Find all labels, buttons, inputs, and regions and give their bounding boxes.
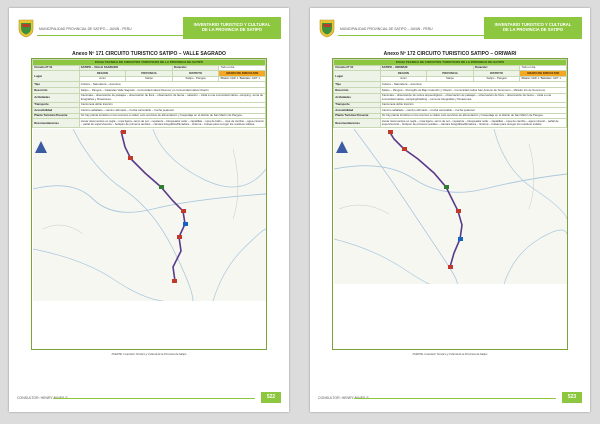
actividades-label: Actividades — [334, 93, 381, 102]
route-marker-icon — [183, 222, 188, 226]
municipal-shield-icon — [17, 18, 35, 38]
tecnico-key: Técnico: — [540, 76, 552, 81]
accesibilidad-value: Camino asfaltado – camino afirmado – trocha carrozable – trocha peatonal — [79, 108, 265, 114]
route-map — [33, 129, 266, 301]
recomendaciones-label: Recomendaciones — [334, 119, 381, 128]
fisico-key: Físico: — [521, 76, 531, 81]
planta-label: Planta Turística Presente — [334, 113, 381, 119]
route-marker-icon — [444, 185, 449, 189]
fisico-value: GDF 1 — [531, 76, 540, 81]
duracion-label: Duración: — [473, 65, 520, 71]
route-marker-icon — [159, 185, 164, 189]
map-caption: FUENTE: Inventario Turístico y Cultural de la Provincia de Satipo — [412, 353, 488, 356]
page-header — [17, 17, 281, 41]
planta-value: No hay planta turística en los recursos a visitar, solo servicios de alimentación y hospedaje en el distrito de San Martín de Pangoa. — [79, 113, 265, 119]
provincia-value: Satipo — [427, 76, 474, 82]
actividades-label: Actividades — [33, 93, 80, 102]
municipal-shield-icon — [318, 18, 336, 38]
municipality-name: MUNICIPALIDAD PROVINCIAL DE SATIPO – JUNIN - PERU — [39, 27, 132, 31]
footer-divider — [354, 398, 556, 399]
transporte-label: Transporte — [334, 102, 381, 108]
distrito-value: Satipo - Pangoa — [172, 76, 219, 82]
grado-header: GRADO DE DIFICULTAD — [520, 71, 567, 77]
route-marker-icon — [177, 235, 182, 239]
tipo-label: Tipo — [33, 82, 80, 88]
route-marker-icon — [458, 237, 463, 241]
transporte-value: Camioneta doble tracción — [380, 102, 566, 108]
annex-title: Anexo Nº 171 CIRCUITO TURISTICO SATIPO – VALLE SAGRADO — [72, 51, 226, 57]
route-marker-icon — [128, 156, 133, 160]
route-marker-icon — [121, 130, 126, 134]
lugar-label: Lugar — [334, 71, 381, 82]
document-page-522 — [9, 8, 289, 412]
route-map — [334, 129, 567, 284]
header-divider — [37, 35, 183, 36]
route-marker-icon — [402, 147, 407, 151]
planta-label: Planta Turística Presente — [33, 113, 80, 119]
footer-divider — [53, 398, 255, 399]
header-divider — [338, 35, 484, 36]
circuito-value: SATIPO – VALLE SAGRADO — [79, 65, 172, 71]
circuito-label: Circuito Nº 01 — [33, 65, 80, 71]
municipality-name: MUNICIPALIDAD PROVINCIAL DE SATIPO – JUNIN - PERU — [340, 27, 433, 31]
recorrido-value: Satipo – Pangoa – Cataratas Valle Sagrado - Comunidad nativa Paveme y/o Comunidad nativa Charini. — [79, 87, 265, 93]
recomendaciones-value: Llevar documentos en regla – ropa ligera –terno de sol – repelente – bloqueador solar – zapatillas – ropa de cambio – agua mineral – pañal de supervivencia – botiquín de primeros auxilios – cámara fotográfica/filmadora – linterna – bolsas para recoger los residuos sólidos. — [380, 119, 566, 128]
recorrido-label: Recorrido — [33, 87, 80, 93]
ficha-header: FICHA TECNICA DE CIRCUITOS TURISTICOS DE LA PROVINCIA DE SATIPO — [33, 60, 266, 66]
document-page-523 — [310, 8, 590, 412]
grado-header: GRADO DE DIFICULTAD — [219, 71, 266, 77]
header-title-box: INVENTARIO TURISTICO Y CULTURAL DE LA PROVINCIA DE SATIPO — [183, 17, 281, 39]
transporte-value: Camioneta doble tracción — [79, 102, 265, 108]
region-value: Junín — [79, 76, 126, 82]
fisico-key: Físico: — [220, 76, 230, 81]
tipo-value: Cultura – Naturaleza – Aventura — [79, 82, 265, 88]
page-footer — [17, 392, 281, 404]
header-title-box: INVENTARIO TURISTICO Y CULTURAL DE LA PROVINCIA DE SATIPO — [484, 17, 582, 39]
region-value: Junín — [380, 76, 427, 82]
provincia-header: PROVINCIA — [126, 71, 173, 77]
page-number: 523 — [562, 392, 582, 403]
transporte-label: Transporte — [33, 102, 80, 108]
page-header — [318, 17, 582, 41]
circuito-value: SATIPO – ORIWARI — [380, 65, 473, 71]
map-caption: FUENTE: Inventario Turístico y Cultural de la Provincia de Satipo — [111, 353, 187, 356]
route-marker-icon — [181, 209, 186, 213]
consultant-name: CONSULTOR: HENRY NINES S. — [17, 396, 69, 400]
distrito-header: DISTRITO — [473, 71, 520, 77]
tipo-label: Tipo — [334, 82, 381, 88]
duracion-value: Todo el día — [219, 65, 266, 71]
page-footer — [318, 392, 582, 404]
consultant-name: CONSULTOR: HENRY NINES S. — [318, 396, 370, 400]
actividades-value: Caminata – observación de restos arqueológicos – observación de paisajes – observación de flora – observación de fauna – visita a una comunidad nativa –camping/trekking – toma de fotografías y filmaciones. — [380, 93, 566, 102]
tecnico-key: Técnico: — [239, 76, 251, 81]
circuit-table — [333, 59, 567, 128]
recorrido-label: Recorrido — [334, 87, 381, 93]
route-marker-icon — [388, 130, 393, 134]
recorrido-value: Satipo – Pangoa – Petroglifo de Bajo Celendín y Oriwari – Comunidad nativa San Antonio de Sonomoro – Mirador Iris de Sonomoro. — [380, 87, 566, 93]
annex-title: Anexo Nº 172 CIRCUITO TURISTICO SATIPO – ORIWARI — [383, 51, 517, 57]
accesibilidad-label: Accesibilidad — [33, 108, 80, 114]
region-header: REGION — [380, 71, 427, 77]
fisico-value: GDF 1 — [230, 76, 239, 81]
route-marker-icon — [172, 279, 177, 283]
accesibilidad-value: Camino asfaltado – camino afirmado – trocha carrozable – trocha peatonal — [380, 108, 566, 114]
tipo-value: Cultura – Naturaleza – Aventura — [380, 82, 566, 88]
tecnico-value: GDT 1 — [552, 76, 561, 81]
tecnico-value: GDT 1 — [251, 76, 260, 81]
actividades-value: Caminata – observación de paisajes – observación de flora – observación de fauna – natación – visita a una comunidad nativa –camping –toma de fotografías y filmaciones. — [79, 93, 265, 102]
accesibilidad-label: Accesibilidad — [334, 108, 381, 114]
route-marker-icon — [448, 265, 453, 269]
circuit-sheet — [332, 58, 568, 350]
circuit-table — [32, 59, 266, 128]
distrito-header: DISTRITO — [172, 71, 219, 77]
provincia-header: PROVINCIA — [427, 71, 474, 77]
recomendaciones-label: Recomendaciones — [33, 119, 80, 128]
provincia-value: Satipo — [126, 76, 173, 82]
planta-value: No hay planta turística en los recursos a visitar, solo servicios de alimentación y hospedaje en el distrito de San Martín de Pangoa. — [380, 113, 566, 119]
route-marker-icon — [456, 209, 461, 213]
lugar-label: Lugar — [33, 71, 80, 82]
circuito-label: Circuito Nº 01 — [334, 65, 381, 71]
ficha-header: FICHA TECNICA DE CIRCUITOS TURISTICOS DE LA PROVINCIA DE SATIPO — [334, 60, 567, 66]
region-header: REGION — [79, 71, 126, 77]
circuit-sheet — [31, 58, 267, 350]
page-number: 522 — [261, 392, 281, 403]
distrito-value: Satipo - Pangoa — [473, 76, 520, 82]
duracion-label: Duración: — [172, 65, 219, 71]
recomendaciones-value: Llevar documentos en regla – ropa ligera –terno de sol – repelente – bloqueador solar – zapatillas – ropa de baño – ropa de cambio – agua mineral – pañal de supervivencia – botiquín de primeros auxilios – cámara fotográfica/filmadora – linterna – bolsas para recoger los residuos sólidos. — [79, 119, 265, 128]
duracion-value: Todo el día — [520, 65, 567, 71]
